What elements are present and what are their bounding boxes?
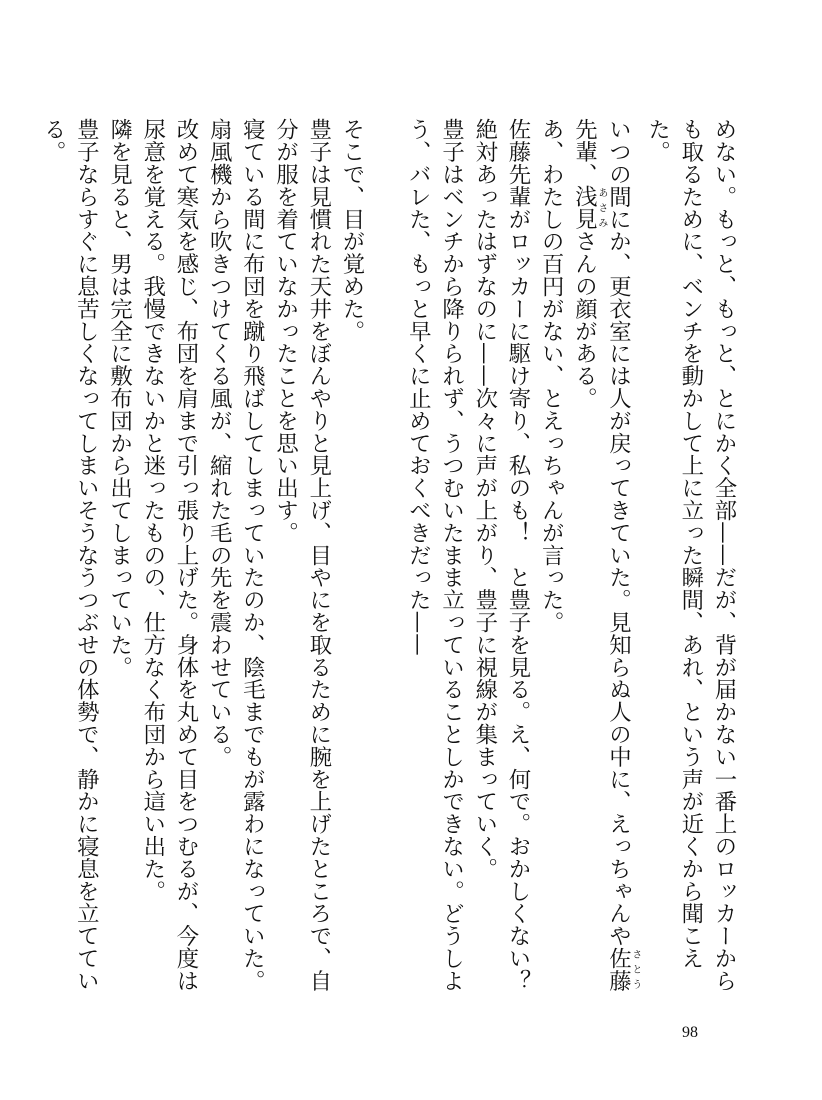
ruby-sato-reading: さとう (629, 946, 641, 992)
paragraph-3: あ、わたしの百円がない、とえっちゃんが言った。 (538, 118, 565, 634)
ruby-sato (605, 946, 641, 992)
paragraph-8: 寝ている間に布団を蹴り飛ばしてしまっていたのか、陰毛までもが露わになっていた。扇風機から吹きつけてくる風が、縮れた毛の先を震わせている。 (206, 118, 266, 992)
scene-break (368, 118, 401, 998)
ruby-sato-base: 佐藤 (605, 946, 632, 992)
paragraph-6: そこで、目が覚めた。 (338, 118, 365, 342)
paragraph-10: 隣を見ると、男は完全に敷布団から出てしまっていた。 (106, 118, 133, 678)
ruby-asami-reading: あさみ (595, 185, 607, 231)
paragraph-11: 豊子ならすぐに息苦しくなってしまいそうなうつぶせの体勢で、静かに寝息を立てている。 (40, 118, 100, 992)
paragraph-7: 豊子は見慣れた天井をぼんやりと見上げ、目やにを取るために腕を上げたところで、自分が服を着ていなかったことを思い出す。 (272, 118, 332, 992)
paragraph-2-part-b: 先輩、 (571, 118, 598, 186)
page-number: 98 (682, 1024, 698, 1041)
paragraph-2-part-a: いつの間にか、更衣室には人が戻ってきていた。見知らぬ人の中に、えっちゃんや (605, 118, 632, 947)
paragraph-5: 豊子はベンチから降りられず、うつむいたまま立っていることしかできない。どうしよう、バレた、もっと早くに止めておくべきだった—— (405, 118, 465, 992)
paragraph-4: 佐藤先輩がロッカーに駆け寄り、私のも！ と豊子を見る。え、何で。おかしくない？ 絶対あったはずなのに——次々に声が上がり、豊子に視線が集まっていく。 (471, 118, 531, 1015)
body-text (36, 118, 740, 1015)
paragraph-1: めない。もっと、もっと、とにかく全部——だが、背が届かない一番上のロッカーからも取るために、ベンチを動かして上に立った瞬間、あれ、という声が近くから聞こえた。 (644, 118, 737, 992)
ruby-asami (571, 185, 607, 231)
paragraph-2-part-c: さんの顔がある。 (571, 230, 598, 410)
paragraph-9: 改めて寒気を感じ、布団を肩まで引っ張り上げた。身体を丸めて目をつむるが、今度は尿意を覚える。我慢できないかと迷ったものの、仕方なく布団から這い出た。 (139, 118, 199, 992)
ruby-asami-base: 浅見 (571, 185, 598, 231)
paragraph-2 (567, 118, 640, 998)
